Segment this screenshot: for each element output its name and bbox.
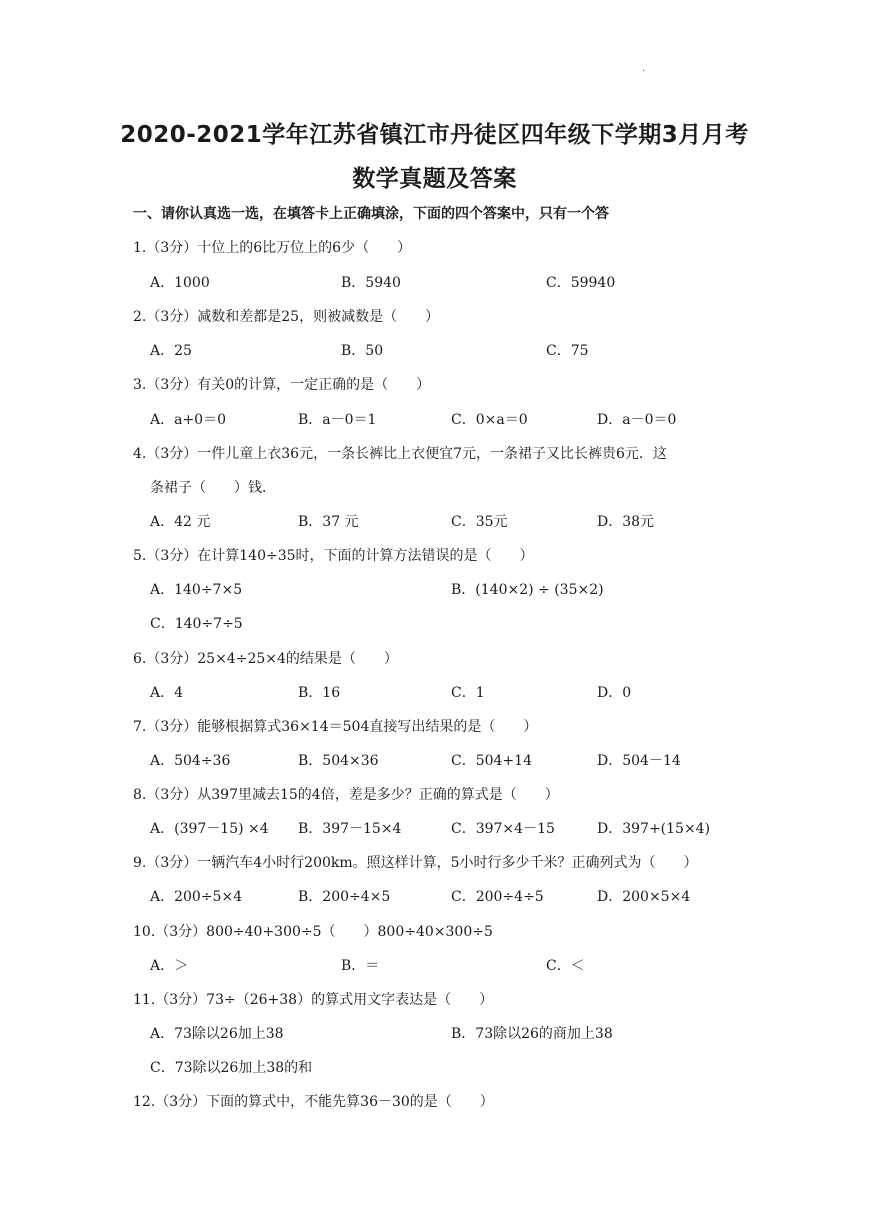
question-1-stem: 1.（3分）十位上的6比万位上的6少（ ）	[133, 240, 412, 256]
question-4-option-d: D．38元	[597, 514, 655, 530]
page-title: 2020-2021学年江苏省镇江市丹徒区四年级下学期3月月考	[120, 122, 749, 148]
question-6-option-d: D．0	[597, 685, 632, 701]
question-3-stem: 3.（3分）有关0的计算，一定正确的是（ ）	[133, 377, 431, 393]
section-heading: 一、请你认真选一选，在填答卡上正确填涂，下面的四个答案中，只有一个答	[133, 206, 609, 222]
question-5-stem: 5.（3分）在计算140÷35时，下面的计算方法错误的是（ ）	[133, 548, 534, 564]
question-10-option-c: C．＜	[546, 958, 585, 974]
question-5-option-c: C．140÷7÷5	[150, 616, 243, 632]
question-2-option-a: A．25	[150, 343, 192, 359]
question-8-option-d: D．397+(15×4)	[597, 821, 711, 837]
question-7-option-a: A．504÷36	[150, 753, 231, 769]
question-8-option-c: C．397×4－15	[451, 821, 555, 837]
question-11-stem: 11.（3分）73÷（26+38）的算式用文字表达是（ ）	[133, 992, 494, 1008]
question-10-option-b: B．＝	[341, 958, 380, 974]
question-9-option-a: A．200÷5×4	[150, 889, 243, 905]
question-3-option-a: A．a+0＝0	[150, 412, 227, 428]
question-2-option-b: B．50	[341, 343, 384, 359]
corner-dot: ·	[642, 66, 646, 77]
question-9-stem: 9.（3分）一辆汽车4小时行200km。照这样计算，5小时行多少千米？正确列式为（ ）	[133, 855, 698, 871]
question-9-option-b: B．200÷4×5	[298, 889, 391, 905]
question-1-option-c: C．59940	[546, 275, 616, 291]
question-3-option-d: D．a－0＝0	[597, 412, 677, 428]
question-10-option-a: A．＞	[150, 958, 189, 974]
question-4-option-a: A．42 元	[150, 514, 211, 530]
question-11-option-a: A．73除以26加上38	[150, 1026, 284, 1042]
question-7-option-b: B．504×36	[298, 753, 379, 769]
question-4-stem: 4.（3分）一件儿童上衣36元，一条长裤比上衣便宜7元，一条裙子又比长裤贵6元．这	[133, 446, 667, 462]
question-5-option-a: A．140÷7×5	[150, 582, 243, 598]
question-1-option-b: B．5940	[341, 275, 401, 291]
question-4-stem-continued: 条裙子（ ）钱．	[150, 480, 276, 496]
page-subtitle: 数学真题及答案	[352, 166, 517, 192]
question-4-option-b: B．37 元	[298, 514, 359, 530]
question-6-option-c: C．1	[451, 685, 485, 701]
question-8-option-a: A．(397－15) ×4	[150, 821, 269, 837]
question-7-option-d: D．504－14	[597, 753, 681, 769]
question-5-option-b: B．(140×2) ÷ (35×2)	[451, 582, 604, 598]
question-2-stem: 2.（3分）减数和差都是25，则被减数是（ ）	[133, 309, 440, 325]
question-2-option-c: C．75	[546, 343, 589, 359]
question-7-stem: 7.（3分）能够根据算式36×14＝504直接写出结果的是（ ）	[133, 719, 538, 735]
question-8-option-b: B．397－15×4	[298, 821, 402, 837]
question-1-option-a: A．1000	[150, 275, 210, 291]
question-3-option-c: C．0×a＝0	[451, 412, 528, 428]
question-11-option-c: C．73除以26加上38的和	[150, 1060, 313, 1076]
question-3-option-b: B．a－0＝1	[298, 412, 377, 428]
question-7-option-c: C．504+14	[451, 753, 532, 769]
question-12-stem: 12.（3分）下面的算式中，不能先算36－30的是（ ）	[133, 1094, 494, 1110]
question-6-option-b: B．16	[298, 685, 341, 701]
question-6-stem: 6.（3分）25×4÷25×4的结果是（ ）	[133, 651, 398, 667]
question-9-option-d: D．200×5×4	[597, 889, 691, 905]
question-8-stem: 8.（3分）从397里减去15的4倍，差是多少？正确的算式是（ ）	[133, 787, 559, 803]
question-6-option-a: A．4	[150, 685, 184, 701]
question-11-option-b: B．73除以26的商加上38	[451, 1026, 613, 1042]
question-9-option-c: C．200÷4÷5	[451, 889, 544, 905]
question-4-option-c: C．35元	[451, 514, 508, 530]
question-10-stem: 10.（3分）800÷40+300÷5（ ）800÷40×300÷5	[133, 924, 493, 940]
